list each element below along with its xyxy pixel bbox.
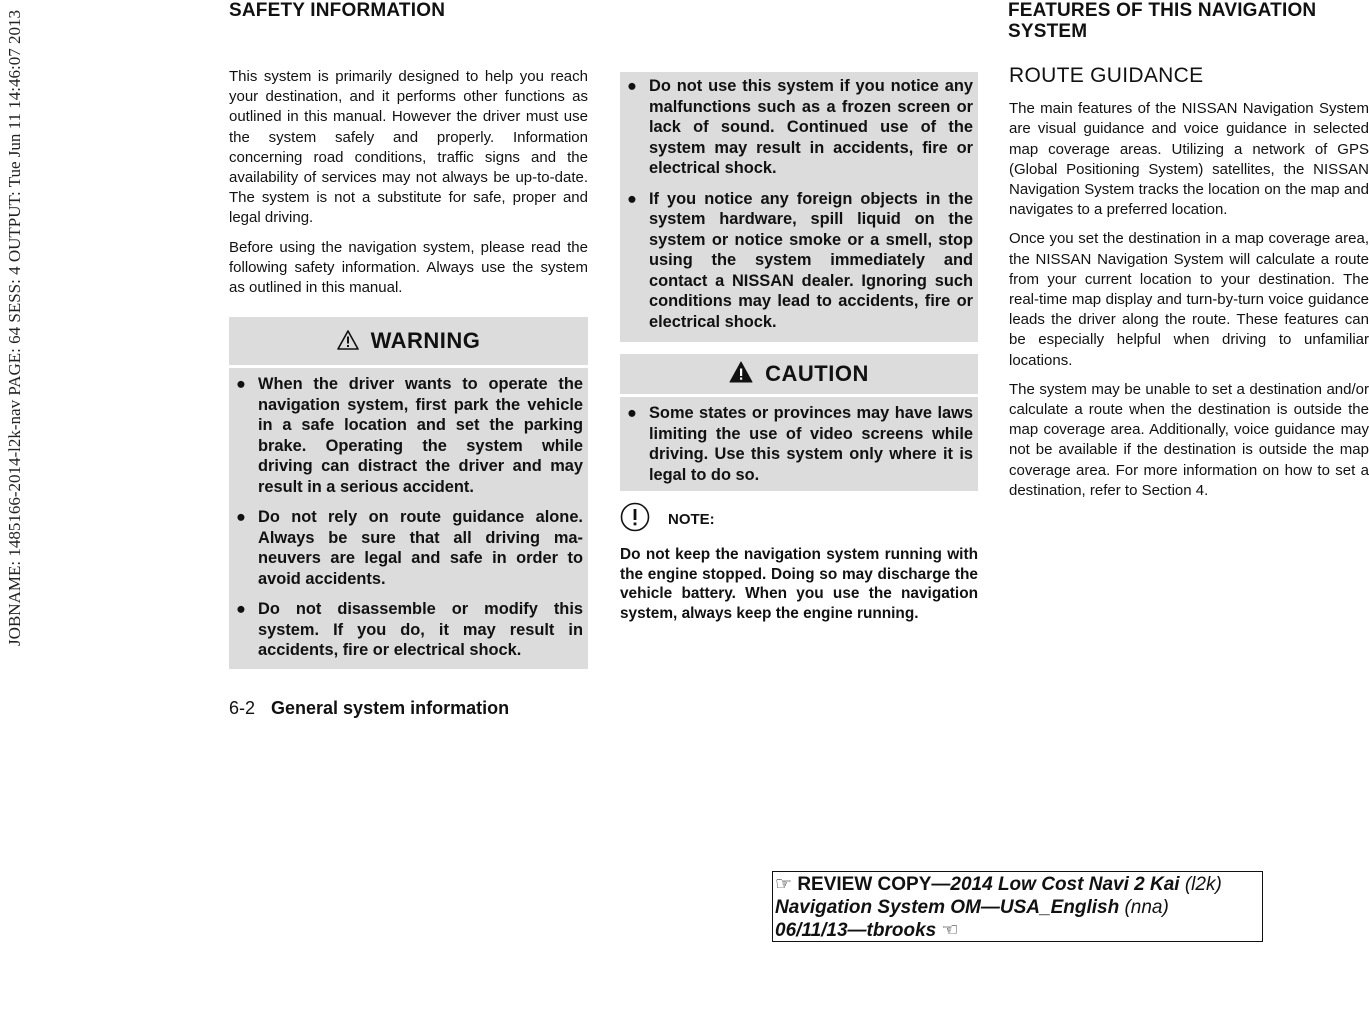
warning-item: ● Do not use this system if you notice any malfunctions such as a frozen screen or lack of sound. Continued use of the system may result in accidents, fire or electrical shock. <box>627 77 973 177</box>
caution-title-text: CAUTION <box>765 360 869 386</box>
caution-title <box>620 354 978 397</box>
note-label: NOTE: <box>668 510 715 528</box>
column-2 <box>620 72 978 623</box>
intro-paragraph: This system is primarily designed to help you reach your destination, and it performs other functions as outlined in this manual. However the driver must use the system safely and properly. Information concerning road conditions, traffic signs and the availability of services may not always be up-to-date. The system is not a substitute for safe, proper and legal driving. <box>229 68 588 227</box>
review-line-3: 06/11/13—tbrooks ☜ <box>775 920 959 941</box>
bullet-icon: ● <box>236 375 246 394</box>
warning-title <box>229 317 588 368</box>
note-header <box>620 503 978 537</box>
route-guidance-paragraph: The main features of the NISSAN Navigation System are visual guidance and voice guidance in selected map coverage areas. Utilizing a network of GPS (Global Positioning System) satellites, the NISSAN Navigation System tracks the location on the map and navigates to a preferred location. <box>1009 100 1369 219</box>
warning-item: ● Do not disassemble or modify this system. If you do, it may result in accidents, fire or electrical shock. <box>236 600 583 660</box>
warning-continued-box <box>620 72 978 342</box>
pointing-hand-icon: ☞ <box>775 874 793 895</box>
jobname-slug: JOBNAME: 1485166-2014-l2k-nav PAGE: 64 SESS: 4 OUTPUT: Tue Jun 11 14:46:07 2013 <box>5 10 24 646</box>
page-footer <box>229 698 509 719</box>
bullet-icon: ● <box>627 404 637 422</box>
header-features: FEATURES OF THIS NAVIGATION SYSTEM <box>1008 0 1317 42</box>
column-1 <box>229 67 588 669</box>
bullet-icon: ● <box>236 508 246 527</box>
warning-item: ● Do not rely on route guidance alone. Always be sure that all driving maneuvers are legal and safe in order to avoid accidents. <box>236 508 583 588</box>
before-using-paragraph: Before using the navigation system, please read the following safety information. Always use the system as outlined in this manual. <box>229 238 588 297</box>
note-text: Do not keep the navigation system running with the engine stopped. Doing so may discharge the vehicle battery. When you use the navigation system, always keep the engine running. <box>620 546 978 622</box>
route-guidance-heading: ROUTE GUIDANCE <box>1009 64 1204 87</box>
column-3 <box>1009 66 1369 510</box>
warning-item: ● If you notice any foreign objects in the system hardware, spill liquid on the system or notice smoke or a smell, stop using the system immediately and contact a NISSAN dealer. Ignoring such conditions may lead to accidents, fire or electrical shock. <box>627 189 973 331</box>
header-safety-information: SAFETY INFORMATION <box>229 0 446 21</box>
note-icon <box>620 502 650 538</box>
bullet-icon: ● <box>627 77 637 95</box>
route-guidance-paragraph: The system may be unable to set a destination and/or calculate a route when the destination is outside the map coverage area. Additionally, voice guidance may not be available if the destination is outside the map coverage area. For more information on how to set a destination, refer to Section 4. <box>1009 380 1369 499</box>
review-line-2: Navigation System OM—USA_English (nna) <box>775 897 1169 918</box>
caution-item: ● Some states or provinces may have laws limiting the use of video screens while driving. Use this system only where it is legal to do so. <box>627 404 973 484</box>
warning-item: ● When the driver wants to operate the navigation system, first park the vehicle in a safe location and set the parking brake. Operating the system while driving can distract the driver and may result in a serious accident. <box>236 375 583 496</box>
section-name: General system information <box>271 698 510 718</box>
caution-box <box>620 354 978 491</box>
warning-triangle-icon <box>337 330 359 353</box>
page-number: 6-2 <box>229 698 256 718</box>
review-line-1: ☞ REVIEW COPY—2014 Low Cost Navi 2 Kai (l2k) <box>775 874 1222 895</box>
bullet-icon: ● <box>627 189 637 208</box>
bullet-icon: ● <box>236 600 246 619</box>
warning-title-text: WARNING <box>370 328 481 354</box>
caution-triangle-icon <box>729 361 753 386</box>
pointing-hand-left-icon: ☜ <box>941 920 959 941</box>
route-guidance-paragraph: Once you set the destination in a map coverage area, the NISSAN Navigation System will calculate a route from your current location to your destination. The real-time map display and turn-by-turn voice guidance leads the driver along the route. These features can be especially helpful when driving to unfamiliar locations. <box>1009 230 1369 369</box>
review-copy-box <box>772 871 1263 942</box>
warning-box <box>229 317 588 669</box>
